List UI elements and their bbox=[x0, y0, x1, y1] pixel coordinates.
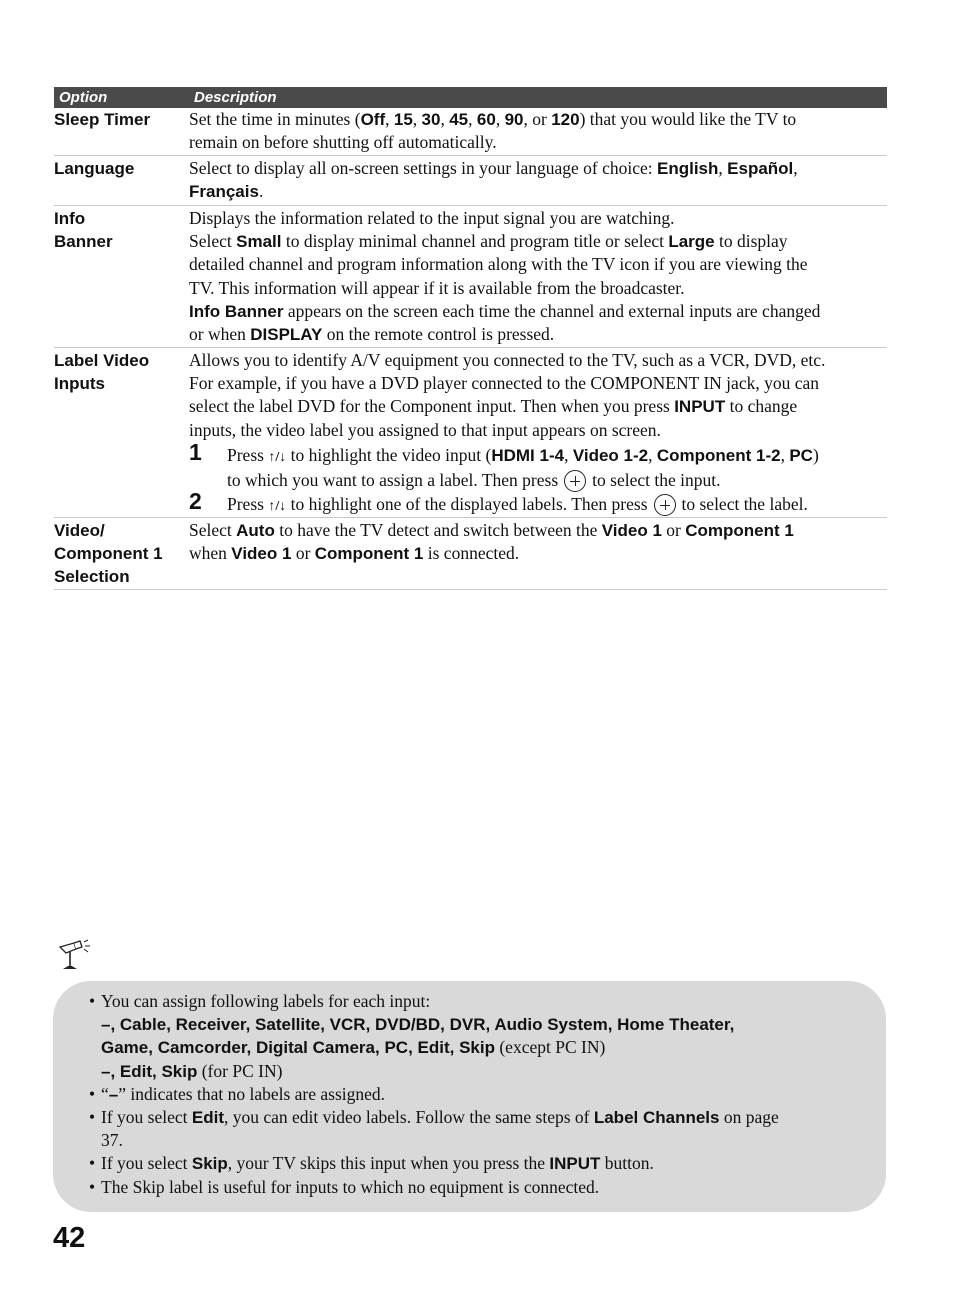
step-2-number: 2 bbox=[189, 488, 202, 515]
row-sleep-timer bbox=[54, 108, 887, 156]
hint-lamp-icon bbox=[54, 937, 98, 973]
row-video-component bbox=[54, 518, 887, 590]
option-label-video-inputs: Label Video Inputs bbox=[54, 351, 150, 394]
header-description: Description bbox=[194, 89, 277, 106]
desc-info-banner: Displays the information related to the input signal you are watching. Select Small to display minimal channel and program title or select Large to display detailed channel and program information along with the TV icon if you are viewing the TV. This information will appear if it is available from the broadcaster. Info Banner appears on the screen each time the channel and external inputs are changed or when DISPLAY on the remote control is pressed. bbox=[189, 208, 821, 345]
step-2: 2 Press ↑/↓ to highlight one of the displayed labels. Then press to select the label. bbox=[189, 488, 808, 515]
option-language: Language bbox=[54, 159, 135, 178]
hints-box bbox=[53, 981, 886, 1212]
option-sleep-timer: Sleep Timer bbox=[54, 110, 151, 129]
desc-sleep-timer: Set the time in minutes (Off, 15, 30, 45, 60, 90, or 120) that you would like the TV to remain on before shutting off automatically. bbox=[189, 109, 797, 153]
row-label-video-inputs bbox=[54, 348, 887, 518]
labels-list-line-3: –, Edit, Skip (for PC IN) bbox=[101, 1060, 283, 1081]
hint-item: • The Skip label is useful for inputs to which no equipment is connected. bbox=[89, 1176, 600, 1197]
enter-button-icon bbox=[654, 494, 676, 516]
labels-list-line-1: –, Cable, Receiver, Satellite, VCR, DVD/BD, DVR, Audio System, Home Theater, bbox=[101, 1015, 735, 1035]
step-1: 1 Press ↑/↓ to highlight the video input (HDMI 1-4, Video 1-2, Component 1-2, PC) to which you want to assign a label. Then press to select the input. bbox=[189, 438, 819, 491]
hint-item: • If you select Edit, you can edit video labels. Follow the same steps of Label Channels on page bbox=[89, 1107, 779, 1128]
row-language bbox=[54, 156, 887, 206]
option-info-banner: Info Banner bbox=[54, 209, 113, 252]
hint-item: • “–” indicates that no labels are assigned. bbox=[89, 1083, 386, 1104]
page-number: 42 bbox=[53, 1222, 86, 1254]
row-info-banner bbox=[54, 206, 887, 348]
header-option: Option bbox=[59, 89, 108, 106]
option-video-component: Video/ Component 1 Selection bbox=[54, 521, 163, 587]
desc-video-component: Select Auto to have the TV detect and switch between the Video 1 or Component 1 when Video 1 or Component 1 is connected. bbox=[189, 520, 794, 564]
labels-list-line-2: Game, Camcorder, Digital Camera, PC, Edit, Skip (except PC IN) bbox=[101, 1037, 606, 1058]
hint-item: • If you select Skip, your TV skips this input when you press the INPUT button. bbox=[89, 1153, 654, 1174]
up-down-arrows-icon: ↑/↓ bbox=[268, 499, 287, 515]
desc-language: Select to display all on-screen settings in your language of choice: English, Español, Français. bbox=[189, 158, 798, 202]
hint-page-ref: 37. bbox=[101, 1130, 123, 1151]
desc-label-video-inputs: Allows you to identify A/V equipment you connected to the TV, such as a VCR, DVD, etc. For example, if you have a DVD player connected to the COMPONENT IN jack, you can select the label DVD for the Component input. Then when you press INPUT to change inputs, the video label you assigned to that input appears on screen. 1 Press ↑/↓ to highlight the video input (HDMI 1-4, Video 1-2, Component 1-2, PC) to which you want to assign a label. Then press to select the input. 2 Press ↑/↓ to highlight one of the displayed labels. Then press to select the label. bbox=[189, 349, 887, 517]
up-down-arrows-icon: ↑/↓ bbox=[268, 449, 287, 465]
step-1-number: 1 bbox=[189, 438, 202, 465]
enter-button-icon bbox=[564, 470, 586, 492]
hint-item: • You can assign following labels for each input: bbox=[89, 991, 431, 1011]
options-table bbox=[54, 87, 887, 590]
table-header bbox=[54, 87, 887, 108]
